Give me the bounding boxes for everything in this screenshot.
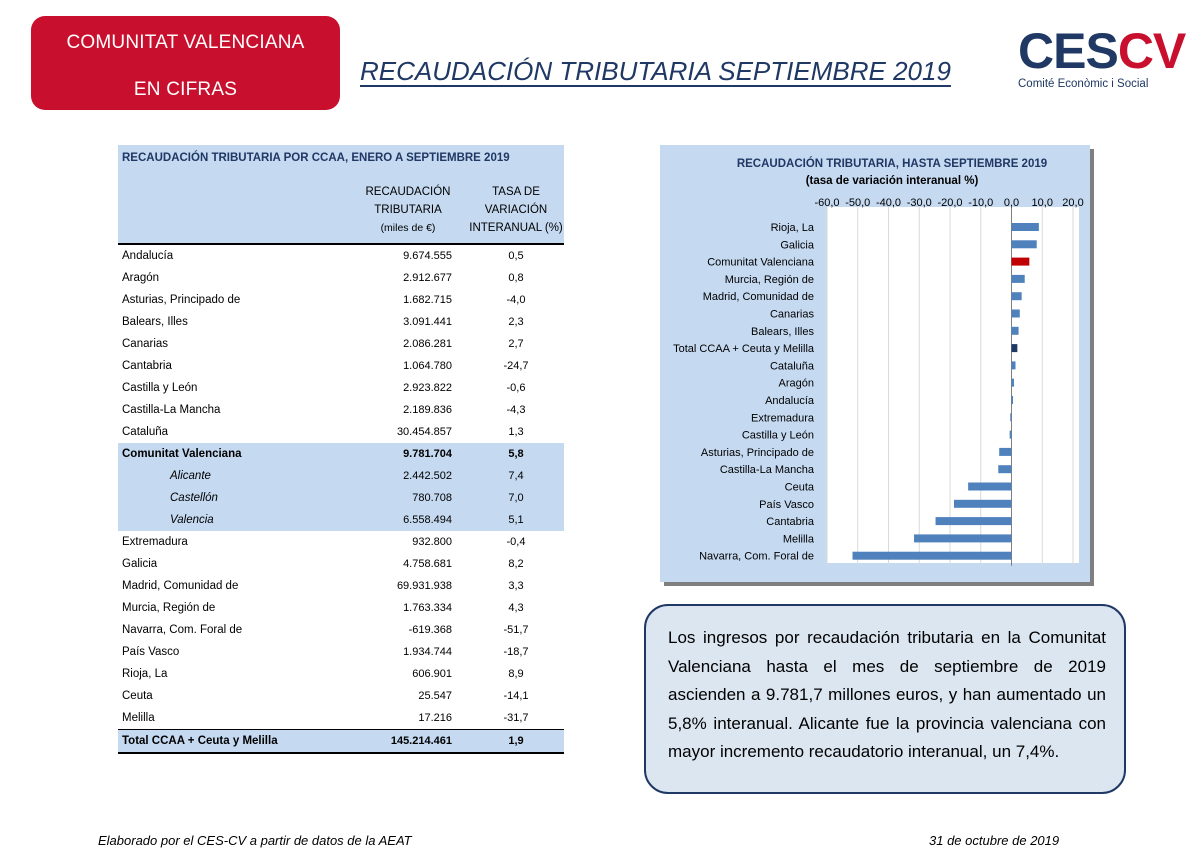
rate-value: 3,3 — [508, 580, 524, 592]
revenue-value: 2.189.836 — [403, 404, 452, 416]
table-title: RECAUDACIÓN TRIBUTARIA POR CCAA, ENERO A SEPTIEMBRE 2019 — [122, 152, 510, 164]
bar — [1012, 275, 1025, 283]
rate-value: 1,3 — [508, 426, 524, 438]
table-row — [118, 355, 564, 377]
rate-value: 4,3 — [508, 602, 524, 614]
rate-value: 8,2 — [508, 558, 524, 570]
table-row — [118, 707, 564, 729]
date-footnote: 31 de octubre de 2019 — [929, 833, 1060, 848]
rate-value: -4,0 — [506, 294, 526, 306]
chart-subtitle: (tasa de variación interanual %) — [805, 175, 979, 187]
revenue-value: 1.064.780 — [403, 360, 452, 372]
region-name: Ceuta — [122, 690, 153, 702]
category-label: Madrid, Comunidad de — [702, 291, 814, 304]
rate-value: 5,1 — [508, 514, 524, 526]
region-name: Balears, Illes — [122, 316, 188, 328]
category-label: Asturias, Principado de — [700, 446, 814, 459]
category-label: Murcia, Región de — [724, 273, 814, 286]
table-row — [118, 267, 564, 289]
category-label: Castilla-La Mancha — [719, 464, 814, 477]
revenue-value: 1.682.715 — [403, 294, 452, 306]
page-title: RECAUDACIÓN TRIBUTARIA SEPTIEMBRE 2019 — [360, 56, 951, 86]
category-label: Extremadura — [751, 412, 814, 425]
table-row — [118, 641, 564, 663]
table-row — [118, 465, 564, 487]
revenue-value: 3.091.441 — [403, 316, 452, 328]
table-row — [118, 619, 564, 641]
revenue-value: 1.934.744 — [403, 646, 452, 658]
category-label: Total CCAA + Ceuta y Melilla — [673, 343, 814, 356]
revenue-value: 2.086.281 — [403, 338, 452, 350]
table-row — [118, 509, 564, 531]
x-tick-label: -30,0 — [906, 197, 932, 209]
bar — [853, 552, 1012, 560]
category-label: Galicia — [780, 239, 814, 252]
table-row — [118, 685, 564, 707]
x-tick-label: -10,0 — [968, 197, 994, 209]
revenue-value: 606.901 — [412, 668, 452, 680]
rate-value: 0,5 — [508, 250, 524, 262]
bar — [1012, 361, 1016, 369]
plot-area — [827, 207, 1079, 563]
rate-value: 7,4 — [508, 470, 524, 482]
rate-value: 5,8 — [508, 448, 524, 460]
chart-svg — [660, 145, 1090, 582]
column-header-revenue — [350, 183, 466, 237]
logo-ces-text: CES — [1018, 23, 1118, 79]
summary-text: Los ingresos por recaudación tributaria en la Comunitat Valenciana hasta el mes de septiembre de 2019 ascienden a 9.781,7 millones euros, y han aumentado un 5,8% interanual. Alicante fue la provincia valenciana con mayor incremento recaudatorio interanual, un 7,4%. — [668, 628, 1106, 761]
revenue-value: 2.923.822 — [403, 382, 452, 394]
table-row — [118, 531, 564, 553]
x-tick-label: 0,0 — [1003, 197, 1020, 209]
category-label: Balears, Illes — [751, 325, 814, 338]
badge-line-1: COMUNITAT VALENCIANA — [66, 32, 305, 53]
table-body — [118, 245, 564, 754]
rate-value: -0,4 — [506, 536, 526, 548]
x-tick-label: -20,0 — [937, 197, 963, 209]
region-name: Alicante — [170, 470, 211, 482]
bar — [1010, 431, 1012, 439]
category-label: Rioja, La — [770, 222, 814, 234]
region-name: Castellón — [170, 492, 218, 504]
table-row — [118, 553, 564, 575]
category-label: Canarias — [769, 308, 814, 321]
badge-line-2: EN CIFRAS — [133, 79, 238, 100]
rate-value: -0,6 — [506, 382, 526, 394]
column-header-revenue-line: RECAUDACIÓN — [365, 186, 451, 198]
region-name: Murcia, Región de — [122, 602, 216, 614]
table-row — [118, 443, 564, 465]
category-label: Ceuta — [784, 481, 814, 494]
revenue-value: -619.368 — [408, 624, 452, 636]
revenue-value: 6.558.494 — [403, 514, 452, 526]
table-row — [118, 311, 564, 333]
bar — [954, 500, 1012, 508]
region-name: Melilla — [122, 712, 155, 724]
bar — [1012, 223, 1039, 231]
region-name: País Vasco — [122, 646, 180, 658]
revenue-table — [118, 145, 564, 754]
rate-value: 2,7 — [508, 338, 524, 350]
revenue-value: 30.454.857 — [396, 426, 452, 438]
x-tick-label: -40,0 — [875, 197, 902, 209]
revenue-value: 1.763.334 — [403, 602, 452, 614]
bar — [1012, 344, 1018, 352]
revenue-value: 25.547 — [418, 690, 452, 702]
region-name: Castilla-La Mancha — [122, 404, 221, 416]
bar — [998, 465, 1011, 473]
cescv-logo — [1018, 23, 1186, 94]
region-name: Andalucía — [122, 250, 174, 262]
table-row — [118, 729, 564, 754]
category-label: Cantabria — [766, 516, 814, 529]
region-name: Canarias — [122, 338, 169, 350]
bar — [1012, 258, 1030, 266]
column-header-revenue-line: TRIBUTARIA — [374, 204, 442, 216]
table-row — [118, 377, 564, 399]
table-row — [118, 663, 564, 685]
revenue-value: 17.216 — [418, 712, 452, 724]
bar — [1010, 413, 1011, 421]
region-name: Castilla y León — [122, 382, 198, 394]
column-header-rate-line: INTERANUAL (%) — [469, 222, 563, 234]
variation-chart — [660, 145, 1090, 582]
category-label: Melilla — [782, 533, 814, 546]
table-row — [118, 421, 564, 443]
revenue-value: 69.931.938 — [396, 580, 452, 592]
bar — [1012, 292, 1022, 300]
bar — [1012, 310, 1020, 318]
logo-cv-text: CV — [1117, 23, 1186, 79]
region-name: Extremadura — [122, 536, 188, 548]
revenue-value: 9.674.555 — [403, 250, 452, 262]
rate-value: -18,7 — [503, 646, 529, 658]
rate-value: 1,9 — [508, 735, 524, 747]
category-label: Castilla y León — [741, 429, 814, 442]
table-header — [118, 145, 564, 245]
table-row — [118, 597, 564, 619]
x-tick-label: -50,0 — [845, 197, 871, 209]
category-label: Comunitat Valenciana — [707, 256, 814, 269]
rate-value: -31,7 — [503, 712, 529, 724]
x-tick-label: -60,0 — [814, 197, 840, 209]
region-name: Rioja, La — [122, 668, 168, 680]
table-row — [118, 289, 564, 311]
bar — [1012, 396, 1014, 404]
bar — [1012, 379, 1014, 387]
table-row — [118, 487, 564, 509]
revenue-value: 9.781.704 — [403, 448, 452, 460]
x-tick-label: 10,0 — [1031, 197, 1053, 209]
category-label: Aragón — [778, 377, 814, 390]
region-name: Navarra, Com. Foral de — [122, 624, 243, 636]
region-name: Galicia — [122, 558, 158, 570]
table-row — [118, 333, 564, 355]
source-footnote: Elaborado por el CES-CV a partir de datos de la AEAT — [98, 833, 412, 848]
table-row — [118, 575, 564, 597]
bar — [999, 448, 1011, 456]
column-header-rate — [468, 183, 564, 237]
rate-value: 0,8 — [508, 272, 524, 284]
category-label: Cataluña — [769, 360, 814, 373]
region-name: Aragón — [122, 272, 160, 284]
rate-value: 2,3 — [508, 316, 524, 328]
bar — [936, 517, 1012, 525]
category-label: Navarra, Com. Foral de — [699, 550, 814, 563]
region-name: Comunitat Valenciana — [122, 448, 242, 460]
rate-value: 8,9 — [508, 668, 524, 680]
rate-value: 7,0 — [508, 492, 524, 504]
revenue-value: 2.442.502 — [403, 470, 452, 482]
region-name: Cataluña — [122, 426, 169, 438]
section-badge — [31, 16, 340, 110]
bar — [1012, 327, 1019, 335]
region-name: Madrid, Comunidad de — [122, 580, 239, 592]
revenue-value: 4.758.681 — [403, 558, 452, 570]
region-name: Asturias, Principado de — [122, 294, 241, 306]
logo-subtitle: Comité Econòmic i Social — [1018, 78, 1149, 90]
rate-value: -14,1 — [503, 690, 529, 702]
revenue-value: 932.800 — [412, 536, 452, 548]
bar — [968, 483, 1011, 491]
category-label: Andalucía — [765, 395, 814, 407]
region-name: Valencia — [170, 514, 214, 526]
table-row — [118, 399, 564, 421]
region-name: Cantabria — [122, 360, 172, 372]
rate-value: -24,7 — [503, 360, 529, 372]
x-tick-label: 20,0 — [1062, 197, 1084, 209]
bar — [914, 534, 1011, 542]
column-header-rate-line: TASA DE — [492, 186, 540, 198]
summary-note — [644, 604, 1126, 794]
bar — [1012, 240, 1037, 248]
column-header-revenue-unit: (miles de €) — [380, 222, 436, 234]
chart-title: RECAUDACIÓN TRIBUTARIA, HASTA SEPTIEMBRE 2019 — [736, 158, 1048, 170]
revenue-value: 780.708 — [412, 492, 452, 504]
region-name: Total CCAA + Ceuta y Melilla — [122, 735, 278, 747]
column-header-rate-line: VARIACIÓN — [484, 204, 548, 216]
rate-value: -4,3 — [506, 404, 526, 416]
rate-value: -51,7 — [503, 624, 529, 636]
category-label: País Vasco — [759, 498, 814, 511]
revenue-value: 145.214.461 — [390, 735, 452, 747]
revenue-value: 2.912.677 — [403, 272, 452, 284]
table-row — [118, 245, 564, 267]
